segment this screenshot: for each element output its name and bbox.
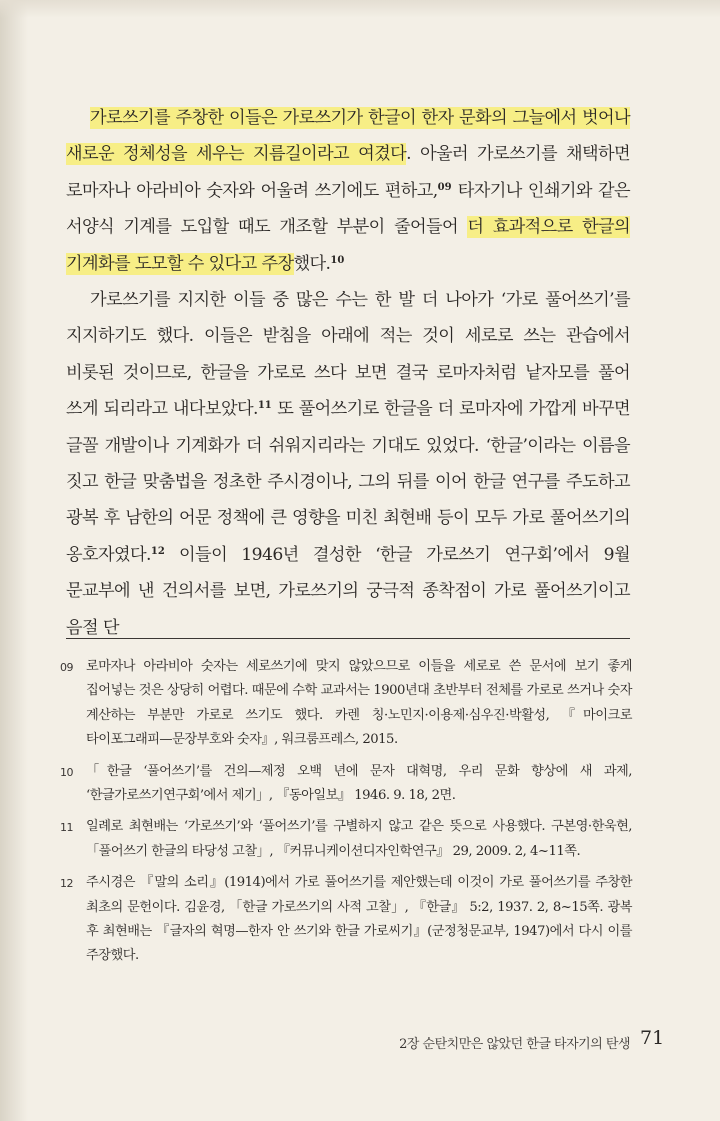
footnote-ref-09: 09 xyxy=(437,181,452,193)
paragraph-2-text-1: 가로쓰기를 지지한 이들 중 많은 수는 한 발 더 나아가 ‘가로 풀어쓰기’를 지지하기도 했다. 이들은 받침을 아래에 적는 것이 세로로 쓰는 관습에서 비롯된 것이므로, 한글을 가로로 쓰다 보면 결국 로마자처럼 낱자모를 풀어 쓰게 되리라고 내다보았다. xyxy=(66,290,630,420)
footnote-number: 11 xyxy=(60,821,73,835)
highlight-2: 더 효과적으로 한글의 기계화를 도모할 수 있다고 주장 xyxy=(66,217,630,274)
paragraph-1 xyxy=(66,100,630,282)
page-top-shadow xyxy=(0,0,720,18)
footnote-text: 로마자나 아라비아 숫자는 세로쓰기에 맞지 않았으므로 이들을 세로로 쓴 문서에 보기 좋게 집어넣는 것은 상당히 어렵다. 때문에 수학 교과서는 1900년대 초반부터 전체를 가로로 쓰거나 숫자 계산하는 부분만 가로로 쓰기도 했다. 카렌 칭·노민지·이용제·심우진·박활성, 『마이크로 타이포그래피—문장부호와 숫자』, 워크룸프레스, 2015. xyxy=(86,659,632,748)
footnote-10 xyxy=(60,760,632,809)
highlight-1: 가로쓰기를 주창한 이들은 가로쓰기가 한글이 한자 문화의 그늘에서 벗어나 새로운 정체성을 세우는 지름길이라고 여겼다 xyxy=(66,108,630,165)
footnote-number: 12 xyxy=(60,877,73,891)
footnote-ref-10: 10 xyxy=(330,254,345,266)
footnote-12 xyxy=(60,871,632,969)
footnote-09 xyxy=(60,655,632,753)
page-number: 71 xyxy=(640,1027,665,1049)
footnote-ref-11: 11 xyxy=(257,400,272,412)
paragraph-2-text-2: 또 풀어쓰기로 한글을 더 로마자에 가깝게 바꾸면 글꼴 개발이나 기계화가 더 쉬워지리라는 기대도 있었다. ‘한글’이라는 이름을 짓고 한글 맞춤법을 정초한 주시경이나, 그의 뒤를 이어 한글 연구를 주도하고 광복 후 남한의 어문 정책에 큰 영향을 미친 최현배 등이 모두 가로 풀어쓰기의 옹호자였다. xyxy=(66,399,630,565)
footnote-text: 「한글 ‘풀어쓰기’를 건의—제정 오백 년에 문자 대혁명, 우리 문화 향상에 새 과제, ‘한글가로쓰기연구회’에서 제기」, 『동아일보』 1946. 9. 18, 2면. xyxy=(86,763,632,804)
running-footer: 2장 순탄치만은 않았던 한글 타자기의 탄생 xyxy=(399,1037,630,1052)
footnote-text: 주시경은 『말의 소리』(1914)에서 가로 풀어쓰기를 제안했는데 이것이 가로 풀어쓰기를 주창한 최초의 문헌이다. 김윤경, 「한글 가로쓰기의 사적 고찰」, 『한글』 5:2, 1937. 2, 8~15쪽. 광복 후 최현배는 『글자의 혁명—한자 안 쓰기와 한글 가로씨기』(군정청문교부, 1947)에서 다시 이를 주장했다. xyxy=(86,875,632,964)
page-gutter-shadow xyxy=(0,0,28,1121)
footnote-11 xyxy=(60,815,632,864)
main-text xyxy=(66,100,630,646)
footnote-number: 09 xyxy=(60,661,73,674)
paragraph-1-text-3: 했다. xyxy=(293,253,331,274)
paragraph-2 xyxy=(66,282,630,646)
footnote-ref-12: 12 xyxy=(150,545,165,557)
footnotes xyxy=(60,655,632,976)
paragraph-1-text-2: 타자기나 인쇄기와 같은 서양식 기계를 도입할 때도 개조할 부분이 줄어들어 xyxy=(66,180,631,238)
footnote-divider xyxy=(66,638,630,639)
paragraph-1-text-1: . 아울러 가로쓰기를 채택하면 로마자나 아라비아 숫자와 어울려 쓰기에도 편하고, xyxy=(66,144,630,201)
footnote-text: 일례로 최현배는 ‘가로쓰기’와 ‘풀어쓰기’를 구별하지 않고 같은 뜻으로 사용했다. 구본영·한욱현, 「풀어쓰기 한글의 타당성 고찰」, 『커뮤니케이션디자인학연구』 29, 2009. 2, 4~11쪽. xyxy=(86,819,632,859)
paragraph-2-text-3: 이들이 1946년 결성한 ‘한글 가로쓰기 연구회’에서 9월 문교부에 낸 건의서를 보면, 가로쓰기의 궁극적 종착점이 가로 풀어쓰기이고 음절 단 xyxy=(66,544,630,638)
footnote-number: 10 xyxy=(60,765,73,779)
